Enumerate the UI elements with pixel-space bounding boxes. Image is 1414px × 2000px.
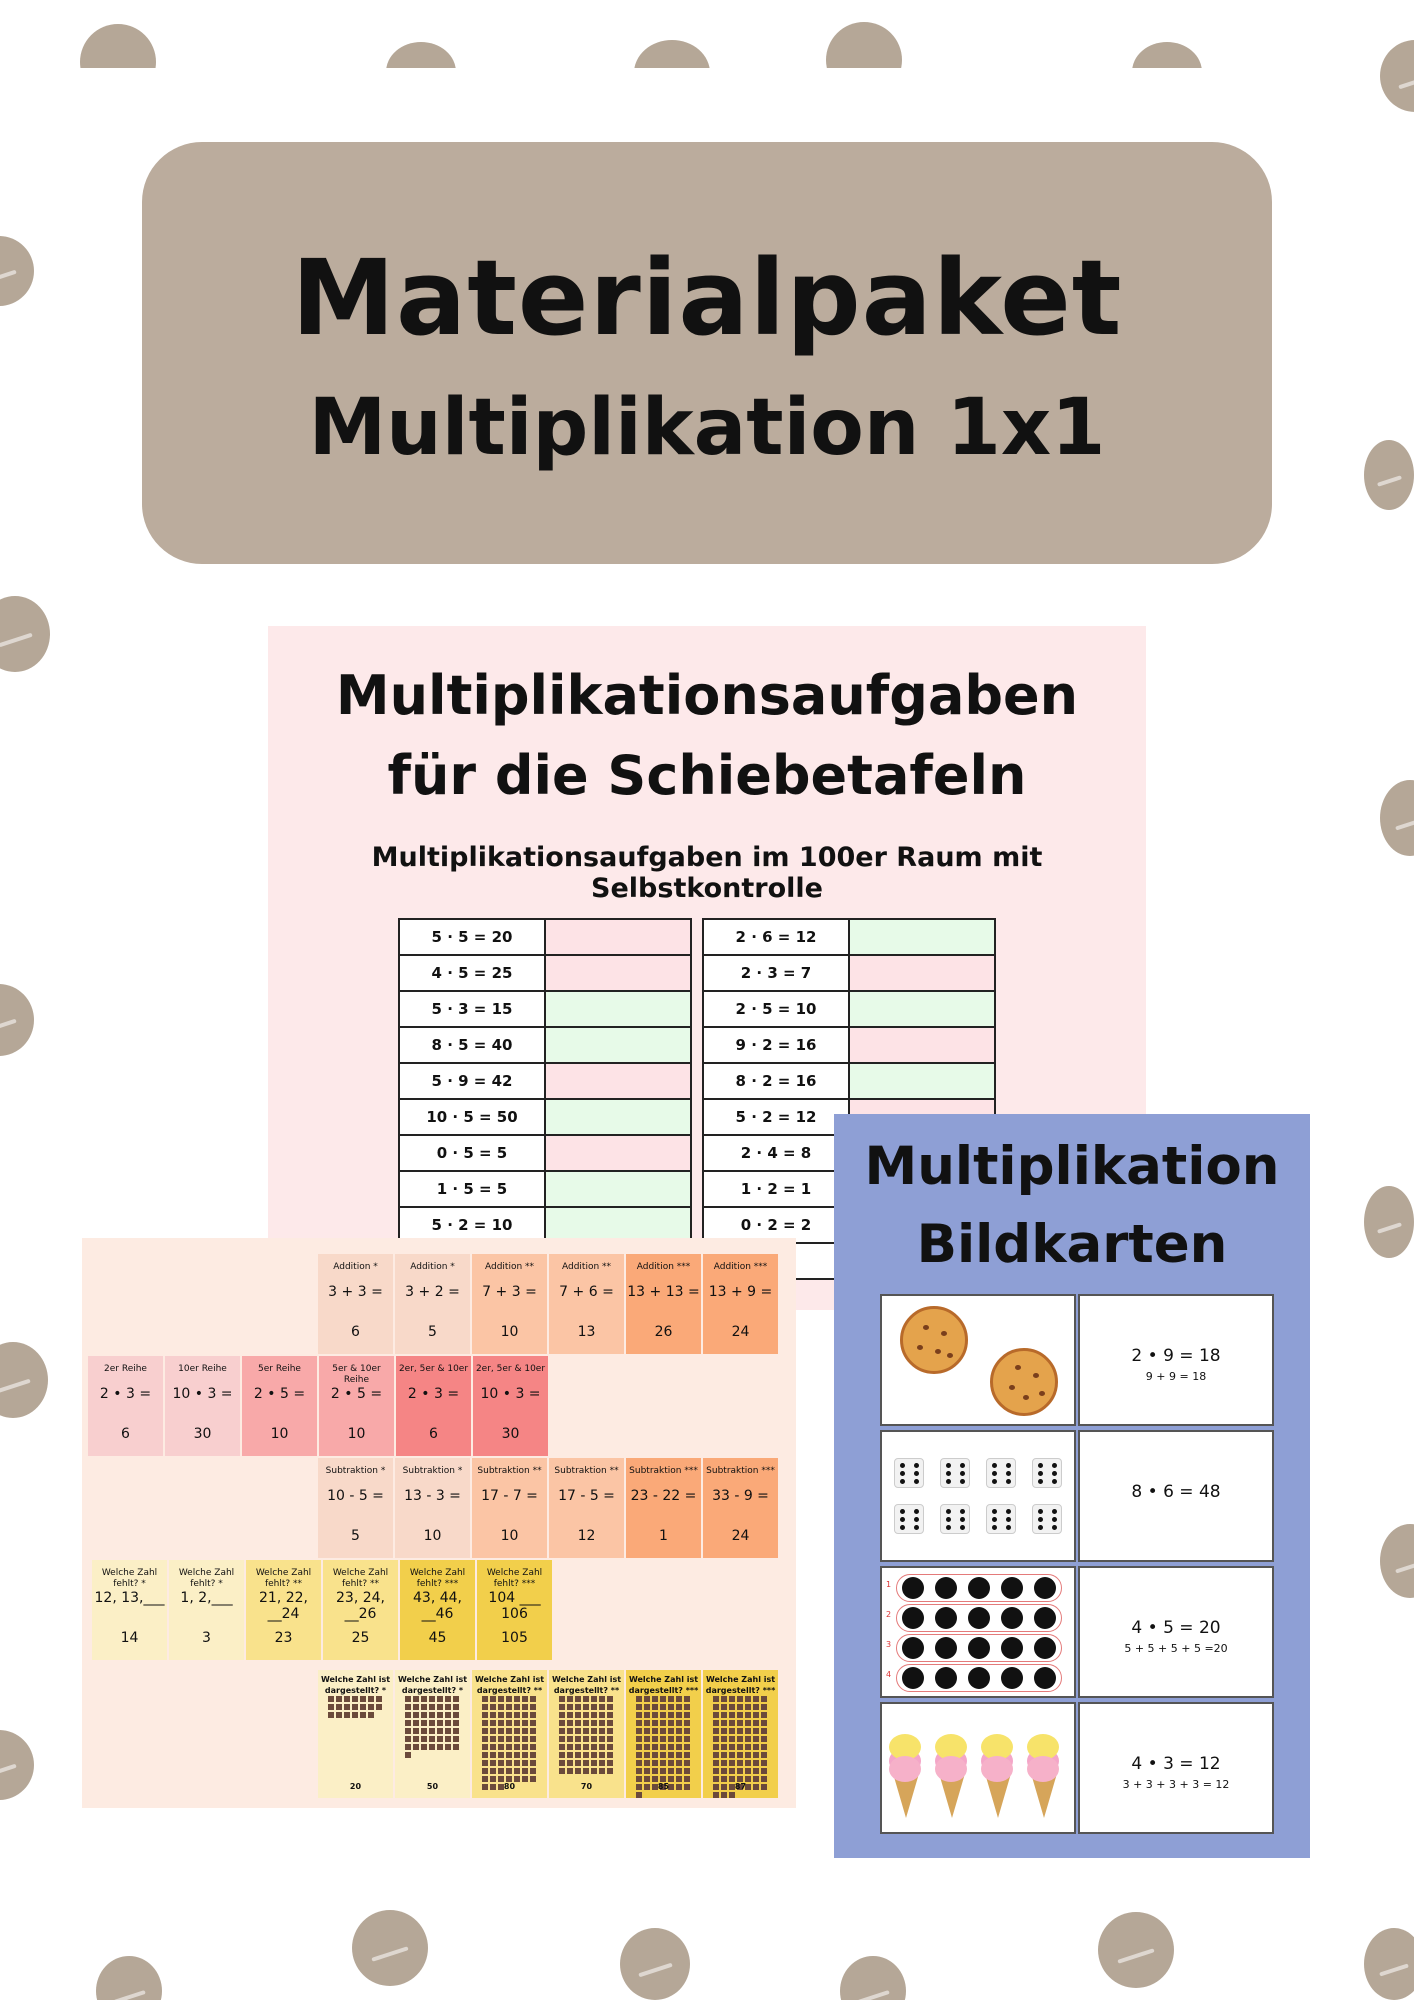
tile-exercise: 21, 22, __24 — [259, 1590, 308, 1622]
picture-card-equation — [1078, 1702, 1274, 1834]
overview-sheet — [82, 1238, 796, 1808]
exercise-tile — [396, 1356, 471, 1456]
dot-row — [896, 1604, 1062, 1632]
blob-decoration — [0, 1730, 34, 1800]
tile-answer: 5 — [351, 1528, 360, 1544]
base-ten-blocks — [559, 1696, 614, 1776]
tile-exercise: 23 - 22 = — [630, 1488, 697, 1504]
tile-answer: 10 — [500, 1528, 519, 1544]
equation-row — [703, 919, 995, 955]
die-icon — [894, 1458, 924, 1488]
blob-decoration — [840, 1956, 906, 2000]
blob-decoration — [1364, 440, 1414, 510]
tile-label: 5er & 10er Reihe — [332, 1364, 381, 1385]
equation-cell: 5 · 2 = 12 — [703, 1099, 849, 1135]
tile-answer: 10 — [270, 1426, 289, 1442]
tile-label: Welche Zahl fehlt? * — [178, 1568, 235, 1589]
picture-card-cookies — [880, 1294, 1076, 1426]
tile-label: Subtraktion *** — [706, 1466, 775, 1476]
exercise-tile — [549, 1458, 624, 1558]
tile-exercise: 10 • 3 = — [480, 1386, 541, 1402]
tile-answer: 6 — [351, 1324, 360, 1340]
tile-label: 5er Reihe — [258, 1364, 301, 1374]
equation-cell: 2 · 4 = 8 — [703, 1135, 849, 1171]
tile-label: Welche Zahl ist dargestellt? ** — [551, 1675, 622, 1695]
die-icon — [986, 1504, 1016, 1534]
equation-row — [399, 1063, 691, 1099]
equation-cell: 0 · 5 = 5 — [399, 1135, 545, 1171]
check-swatch — [545, 991, 691, 1027]
tile-label: Welche Zahl ist dargestellt? *** — [705, 1675, 776, 1695]
equation-row — [399, 955, 691, 991]
equation-cell: 2 · 5 = 10 — [703, 991, 849, 1027]
equation-cell: 10 · 5 = 50 — [399, 1099, 545, 1135]
base-ten-blocks — [713, 1696, 768, 1776]
die-icon — [940, 1504, 970, 1534]
tile-label: Welche Zahl fehlt? *** — [486, 1568, 543, 1589]
blob-decoration — [634, 38, 710, 68]
blob-decoration — [0, 596, 50, 672]
title-banner — [142, 142, 1272, 564]
tile-label: Welche Zahl fehlt? ** — [255, 1568, 312, 1589]
tile-answer: 24 — [731, 1528, 750, 1544]
tile-answer: 30 — [193, 1426, 212, 1442]
tile-label: Addition *** — [636, 1262, 691, 1272]
tile-answer: 105 — [501, 1630, 528, 1646]
tile-answer: 6 — [121, 1426, 130, 1442]
exercise-tile — [472, 1254, 547, 1354]
tile-exercise: 13 - 3 = — [404, 1488, 461, 1504]
tile-answer: 24 — [731, 1324, 750, 1340]
tile-answer: 80 — [503, 1782, 516, 1791]
tile-exercise: 1, 2,___ — [180, 1590, 233, 1606]
blob-decoration — [0, 1342, 48, 1418]
picture-card-dot-rows — [880, 1566, 1076, 1698]
tile-exercise: 2 • 5 = — [253, 1386, 306, 1402]
tile-label: 10er Reihe — [178, 1364, 227, 1374]
die-icon — [940, 1458, 970, 1488]
exercise-tile — [703, 1670, 778, 1798]
tile-label: Welche Zahl ist dargestellt? ** — [474, 1675, 545, 1695]
worksheet-heading — [268, 656, 1146, 816]
worksheet-subheading: Multiplikationsaufgaben im 100er Raum mit Selbstkontrolle — [371, 842, 1043, 904]
row-number: 4 — [886, 1670, 892, 1679]
exercise-tile — [169, 1560, 244, 1660]
tile-label: Welche Zahl ist dargestellt? *** — [628, 1675, 699, 1695]
check-swatch — [545, 1099, 691, 1135]
equation-row — [399, 1171, 691, 1207]
tile-answer: 12 — [577, 1528, 596, 1544]
tile-label: Subtraktion *** — [629, 1466, 698, 1476]
base-ten-blocks — [636, 1696, 691, 1776]
equation-cell: 5 · 3 = 15 — [399, 991, 545, 1027]
equation-cell: 8 · 2 = 16 — [703, 1063, 849, 1099]
exercise-tile — [323, 1560, 398, 1660]
tile-answer: 5 — [428, 1324, 437, 1340]
exercise-tile — [88, 1356, 163, 1456]
base-ten-blocks — [328, 1696, 383, 1776]
tile-label: Subtraktion ** — [554, 1466, 619, 1476]
die-icon — [1032, 1504, 1062, 1534]
equation-cell: 1 · 2 = 1 — [703, 1171, 849, 1207]
die-icon — [894, 1504, 924, 1534]
card-sum: 3 + 3 + 3 + 3 = 12 — [1122, 1778, 1230, 1791]
tile-label: Addition ** — [484, 1262, 535, 1272]
base-ten-blocks — [405, 1696, 460, 1776]
picture-cards-title-line1: Multiplikation — [864, 1136, 1280, 1197]
tile-answer: 26 — [654, 1324, 673, 1340]
exercise-tile — [318, 1670, 393, 1798]
blob-decoration — [386, 40, 456, 68]
equation-cell: 0 · 2 = 2 — [703, 1207, 849, 1243]
exercise-tile — [472, 1458, 547, 1558]
picture-card-equation — [1078, 1566, 1274, 1698]
tile-label: Welche Zahl fehlt? * — [101, 1568, 158, 1589]
tile-answer: 45 — [428, 1630, 447, 1646]
check-swatch — [849, 919, 995, 955]
equation-cell: 2 · 6 = 12 — [703, 919, 849, 955]
tile-exercise: 17 - 7 = — [481, 1488, 538, 1504]
check-swatch — [545, 1171, 691, 1207]
equation-row — [399, 991, 691, 1027]
die-icon — [1032, 1458, 1062, 1488]
tile-label: 2er, 5er & 10er — [475, 1364, 546, 1374]
exercise-tile — [626, 1670, 701, 1798]
tile-label: Addition * — [410, 1262, 455, 1272]
tile-label: 2er, 5er & 10er — [398, 1364, 469, 1374]
base-ten-blocks — [482, 1696, 537, 1776]
equation-row — [399, 1135, 691, 1171]
exercise-tile — [477, 1560, 552, 1660]
row-number: 2 — [886, 1610, 892, 1619]
equation-table-left — [398, 918, 692, 1244]
card-equation: 4 • 3 = 12 — [1131, 1754, 1221, 1774]
worksheet-heading-line1: Multiplikationsaufgaben — [335, 664, 1079, 727]
exercise-tile — [319, 1356, 394, 1456]
equation-cell: 2 · 3 = 7 — [703, 955, 849, 991]
tile-label: Welche Zahl ist dargestellt? * — [320, 1675, 391, 1695]
tile-label: Welche Zahl fehlt? ** — [332, 1568, 389, 1589]
tile-answer: 10 — [347, 1426, 366, 1442]
tile-answer: 14 — [120, 1630, 139, 1646]
blob-decoration — [96, 1956, 162, 2000]
tile-answer: 87 — [734, 1782, 747, 1791]
tile-label: Subtraktion * — [402, 1466, 463, 1476]
blob-decoration — [1132, 40, 1202, 68]
check-swatch — [849, 1027, 995, 1063]
tile-label: Welche Zahl fehlt? *** — [409, 1568, 466, 1589]
equation-cell: 5 · 5 = 20 — [399, 919, 545, 955]
tile-label: Subtraktion * — [325, 1466, 386, 1476]
picture-card-ice-cream — [880, 1702, 1076, 1834]
tile-label: Subtraktion ** — [477, 1466, 542, 1476]
exercise-tile — [549, 1670, 624, 1798]
equation-row — [399, 919, 691, 955]
exercise-tile — [400, 1560, 475, 1660]
tile-exercise: 10 - 5 = — [327, 1488, 384, 1504]
tile-exercise: 10 • 3 = — [172, 1386, 233, 1402]
check-swatch — [849, 991, 995, 1027]
tile-exercise: 17 - 5 = — [558, 1488, 615, 1504]
picture-cards-title-line2: Bildkarten — [916, 1214, 1228, 1275]
card-sum: 9 + 9 = 18 — [1145, 1370, 1207, 1383]
exercise-tile — [626, 1254, 701, 1354]
exercise-tile — [703, 1254, 778, 1354]
page-title: Materialpaket — [291, 237, 1123, 359]
blob-decoration — [1380, 780, 1414, 856]
exercise-tile — [318, 1458, 393, 1558]
tile-answer: 6 — [429, 1426, 438, 1442]
tile-exercise: 2 • 5 = — [330, 1386, 383, 1402]
tile-answer: 25 — [351, 1630, 370, 1646]
exercise-tile — [626, 1458, 701, 1558]
blob-decoration — [1098, 1912, 1174, 1988]
exercise-tile — [703, 1458, 778, 1558]
tile-answer: 85 — [657, 1782, 670, 1791]
tile-exercise: 13 + 9 = — [708, 1284, 773, 1300]
equation-cell: 5 · 2 = 10 — [399, 1207, 545, 1243]
card-equation: 4 • 5 = 20 — [1131, 1618, 1221, 1638]
picture-card-dice — [880, 1430, 1076, 1562]
exercise-tile — [165, 1356, 240, 1456]
tile-exercise: 2 • 3 = — [99, 1386, 152, 1402]
page-subtitle: Multiplikation 1x1 — [308, 383, 1106, 473]
card-sum: 5 + 5 + 5 + 5 =20 — [1124, 1642, 1228, 1655]
tile-label: Addition *** — [713, 1262, 768, 1272]
blob-decoration — [1380, 40, 1414, 112]
row-number: 1 — [886, 1580, 892, 1589]
equation-row — [703, 955, 995, 991]
cookie-icon — [900, 1306, 968, 1374]
picture-cards-title — [834, 1128, 1310, 1284]
equation-cell: 9 · 2 = 16 — [703, 1027, 849, 1063]
check-swatch — [545, 919, 691, 955]
exercise-tile — [395, 1670, 470, 1798]
check-swatch — [545, 1063, 691, 1099]
tile-exercise: 12, 13,___ — [94, 1590, 165, 1606]
blob-decoration — [0, 236, 34, 306]
die-icon — [986, 1458, 1016, 1488]
blob-decoration — [620, 1928, 690, 2000]
exercise-tile — [472, 1670, 547, 1798]
tile-answer: 10 — [500, 1324, 519, 1340]
equation-cell: 8 · 5 = 40 — [399, 1027, 545, 1063]
exercise-tile — [473, 1356, 548, 1456]
equation-row — [703, 991, 995, 1027]
equation-row — [399, 1099, 691, 1135]
tile-label: Addition * — [333, 1262, 378, 1272]
tile-answer: 23 — [274, 1630, 293, 1646]
tile-label: 2er Reihe — [104, 1364, 147, 1374]
tile-exercise: 3 + 3 = — [328, 1284, 383, 1300]
exercise-tile — [92, 1560, 167, 1660]
check-swatch — [849, 1063, 995, 1099]
tile-label: Welche Zahl ist dargestellt? * — [397, 1675, 468, 1695]
card-equation: 2 • 9 = 18 — [1131, 1346, 1221, 1366]
tile-exercise: 7 + 3 = — [482, 1284, 537, 1300]
tile-exercise: 43, 44, __46 — [413, 1590, 462, 1622]
tile-answer: 30 — [501, 1426, 520, 1442]
equation-cell: 4 · 5 = 25 — [399, 955, 545, 991]
tile-answer: 1 — [659, 1528, 668, 1544]
exercise-tile — [318, 1254, 393, 1354]
blob-decoration — [826, 22, 902, 68]
picture-card-equation — [1078, 1294, 1274, 1426]
tile-exercise: 3 + 2 = — [405, 1284, 460, 1300]
blob-decoration — [1364, 1928, 1414, 2000]
check-swatch — [545, 1135, 691, 1171]
dot-row — [896, 1664, 1062, 1692]
equation-row — [703, 1027, 995, 1063]
row-number: 3 — [886, 1640, 892, 1649]
exercise-tile — [395, 1254, 470, 1354]
tile-answer: 10 — [423, 1528, 442, 1544]
equation-row — [703, 1063, 995, 1099]
tile-exercise: 33 - 9 = — [712, 1488, 769, 1504]
exercise-tile — [395, 1458, 470, 1558]
exercise-tile — [242, 1356, 317, 1456]
tile-exercise: 23, 24, __26 — [336, 1590, 385, 1622]
tile-answer: 3 — [202, 1630, 211, 1646]
equation-cell: 5 · 9 = 42 — [399, 1063, 545, 1099]
dot-row — [896, 1634, 1062, 1662]
tile-answer: 50 — [426, 1782, 439, 1791]
blob-decoration — [1364, 1186, 1414, 1258]
tile-label: Addition ** — [561, 1262, 612, 1272]
blob-decoration — [1380, 1524, 1414, 1598]
check-swatch — [545, 1027, 691, 1063]
cookie-icon — [990, 1348, 1058, 1416]
blob-decoration — [80, 20, 156, 68]
tile-answer: 13 — [577, 1324, 596, 1340]
dot-row — [896, 1574, 1062, 1602]
tile-exercise: 104 ___ 106 — [488, 1590, 541, 1622]
tile-exercise: 7 + 6 = — [559, 1284, 614, 1300]
blob-decoration — [0, 984, 34, 1056]
tile-answer: 20 — [349, 1782, 362, 1791]
card-equation: 8 • 6 = 48 — [1131, 1482, 1221, 1502]
equation-row — [399, 1027, 691, 1063]
blob-decoration — [352, 1910, 428, 1986]
equation-cell: 1 · 5 = 5 — [399, 1171, 545, 1207]
tile-exercise: 13 + 13 = — [627, 1284, 700, 1300]
tile-exercise: 2 • 3 = — [407, 1386, 460, 1402]
exercise-tile — [246, 1560, 321, 1660]
check-swatch — [545, 955, 691, 991]
exercise-tile — [549, 1254, 624, 1354]
picture-cards-preview — [834, 1114, 1310, 1858]
check-swatch — [849, 955, 995, 991]
tile-answer: 70 — [580, 1782, 593, 1791]
picture-card-equation — [1078, 1430, 1274, 1562]
worksheet-heading-line2: für die Schiebetafeln — [387, 744, 1027, 807]
